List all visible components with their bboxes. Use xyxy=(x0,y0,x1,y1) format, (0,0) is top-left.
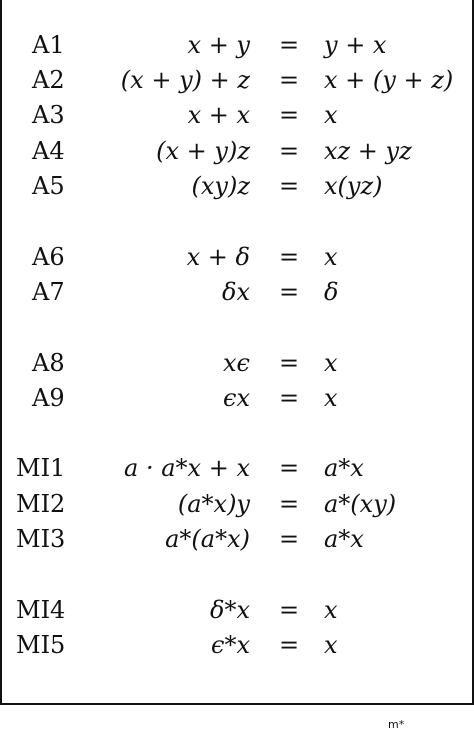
axiom-label: A4 xyxy=(32,137,65,165)
axiom-row-a2 xyxy=(2,63,474,97)
axiom-equals: = xyxy=(278,631,300,659)
axiom-equals: = xyxy=(278,596,300,624)
axiom-row-a1 xyxy=(2,28,474,62)
axiom-label: A2 xyxy=(32,66,65,94)
axiom-equals: = xyxy=(278,525,300,553)
axiom-equals: = xyxy=(278,349,300,377)
axiom-equals: = xyxy=(278,31,300,59)
axiom-rhs: x xyxy=(324,631,338,659)
axiom-lhs: (x + y)z xyxy=(156,137,250,165)
axiom-rhs: a*x xyxy=(324,454,364,482)
axiom-row-a9 xyxy=(2,381,474,415)
axiom-rhs: x xyxy=(324,349,338,377)
axiom-rhs: x + (y + z) xyxy=(324,66,454,94)
axiom-lhs: ϵx xyxy=(223,384,250,412)
axiom-row-mi2 xyxy=(2,487,474,521)
axiom-label: A7 xyxy=(32,278,65,306)
axiom-equals: = xyxy=(278,101,300,129)
axiom-label: MI5 xyxy=(16,631,66,659)
axiom-label: MI1 xyxy=(16,454,66,482)
cropped-footer-text: m* xyxy=(388,718,405,731)
axiom-label: A5 xyxy=(32,172,65,200)
axiom-row-a4 xyxy=(2,134,474,168)
axiom-row-mi1 xyxy=(2,451,474,485)
axiom-lhs: xϵ xyxy=(223,349,250,377)
axiom-equals: = xyxy=(278,384,300,412)
axiom-rhs: xz + yz xyxy=(324,137,412,165)
axiom-rhs: a*x xyxy=(324,525,364,553)
axiom-lhs: a · a*x + x xyxy=(124,454,250,482)
axiom-label: MI4 xyxy=(16,596,66,624)
axiom-row-a3 xyxy=(2,98,474,132)
axiom-rhs: y + x xyxy=(324,31,387,59)
axiom-lhs: a*(a*x) xyxy=(165,525,250,553)
axiom-label: A3 xyxy=(32,101,65,129)
axiom-lhs: (x + y) + z xyxy=(120,66,250,94)
axiom-rhs: x xyxy=(324,596,338,624)
axiom-lhs: x + δ xyxy=(186,243,250,271)
axiom-label: MI2 xyxy=(16,490,66,518)
axiom-equals: = xyxy=(278,137,300,165)
axiom-label: A1 xyxy=(32,31,65,59)
axiom-rhs: x xyxy=(324,384,338,412)
axiom-equals: = xyxy=(278,490,300,518)
axiom-label: MI3 xyxy=(16,525,66,553)
axiom-rhs: x(yz) xyxy=(324,172,383,200)
axiom-rhs: δ xyxy=(324,278,339,306)
axiom-lhs: (xy)z xyxy=(191,172,250,200)
axiom-equals: = xyxy=(278,172,300,200)
axiom-rhs: x xyxy=(324,243,338,271)
axiom-lhs: δx xyxy=(222,278,250,306)
axiom-row-a6 xyxy=(2,240,474,274)
axiom-rhs: a*(xy) xyxy=(324,490,397,518)
axiom-lhs: x + x xyxy=(187,101,250,129)
axiom-lhs: ϵ*x xyxy=(211,631,250,659)
axiom-rhs: x xyxy=(324,101,338,129)
axiom-label: A9 xyxy=(32,384,65,412)
axiom-equals: = xyxy=(278,278,300,306)
axiom-row-a7 xyxy=(2,275,474,309)
axiom-label: A8 xyxy=(32,349,65,377)
axiom-equals: = xyxy=(278,243,300,271)
axiom-row-mi5 xyxy=(2,628,474,662)
axiom-equals: = xyxy=(278,454,300,482)
axiom-row-mi4 xyxy=(2,593,474,627)
axiom-label: A6 xyxy=(32,243,65,271)
axiom-equals: = xyxy=(278,66,300,94)
axiom-row-a5 xyxy=(2,169,474,203)
axiom-lhs: (a*x)y xyxy=(177,490,250,518)
axiom-row-a8 xyxy=(2,346,474,380)
axiom-lhs: x + y xyxy=(187,31,250,59)
axiom-row-mi3 xyxy=(2,522,474,556)
axiom-lhs: δ*x xyxy=(210,596,250,624)
